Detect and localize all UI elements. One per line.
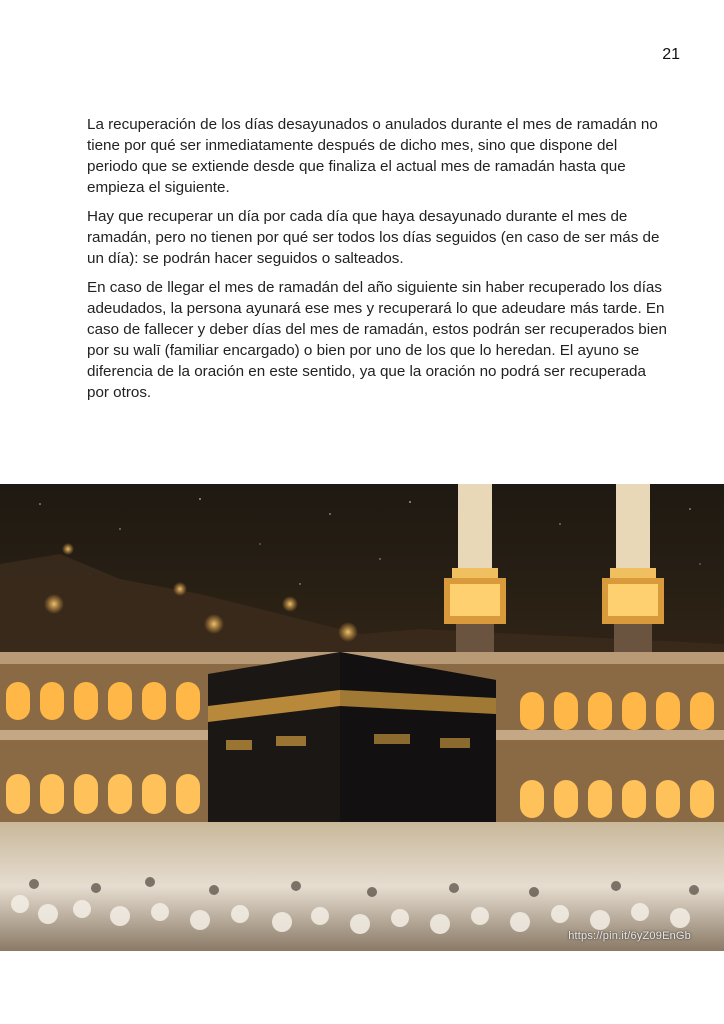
kaaba-illustration (0, 484, 724, 951)
body-text (87, 114, 667, 411)
page-number: 21 (662, 46, 680, 63)
kaaba (208, 652, 496, 846)
paragraph-3: En caso de llegar el mes de ramadán del año siguiente sin haber recuperado los días adeudados, la persona ayunará ese mes y recuperará lo que adeudare más tarde. En caso de fallecer y deber días del mes de ramadán, estos podrán ser recuperados bien por su walī (familiar encargado) o bien por uno de los que lo heredan. El ayuno se diferencia de la oración en este sentido, ya que la oración no podrá ser recuperada por otros. (87, 279, 667, 401)
paragraph-2: Hay que recuperar un día por cada día que haya desayunado durante el mes de ramadán, pero no tienen por qué ser todos los días seguidos (en caso de ser más de un día): se podrán hacer seguidos o salteados. (87, 208, 660, 267)
paragraph-1: La recuperación de los días desayunados o anulados durante el mes de ramadán no tiene por qué ser inmediatamente después de dicho mes, sino que dispone del periodo que se extiende desde que finaliza el actual mes de ramadán hasta que empieza el siguiente. (87, 116, 658, 196)
kaaba-photo (0, 484, 724, 951)
image-credit: https://pin.it/6yZ09EnGb (568, 930, 691, 942)
